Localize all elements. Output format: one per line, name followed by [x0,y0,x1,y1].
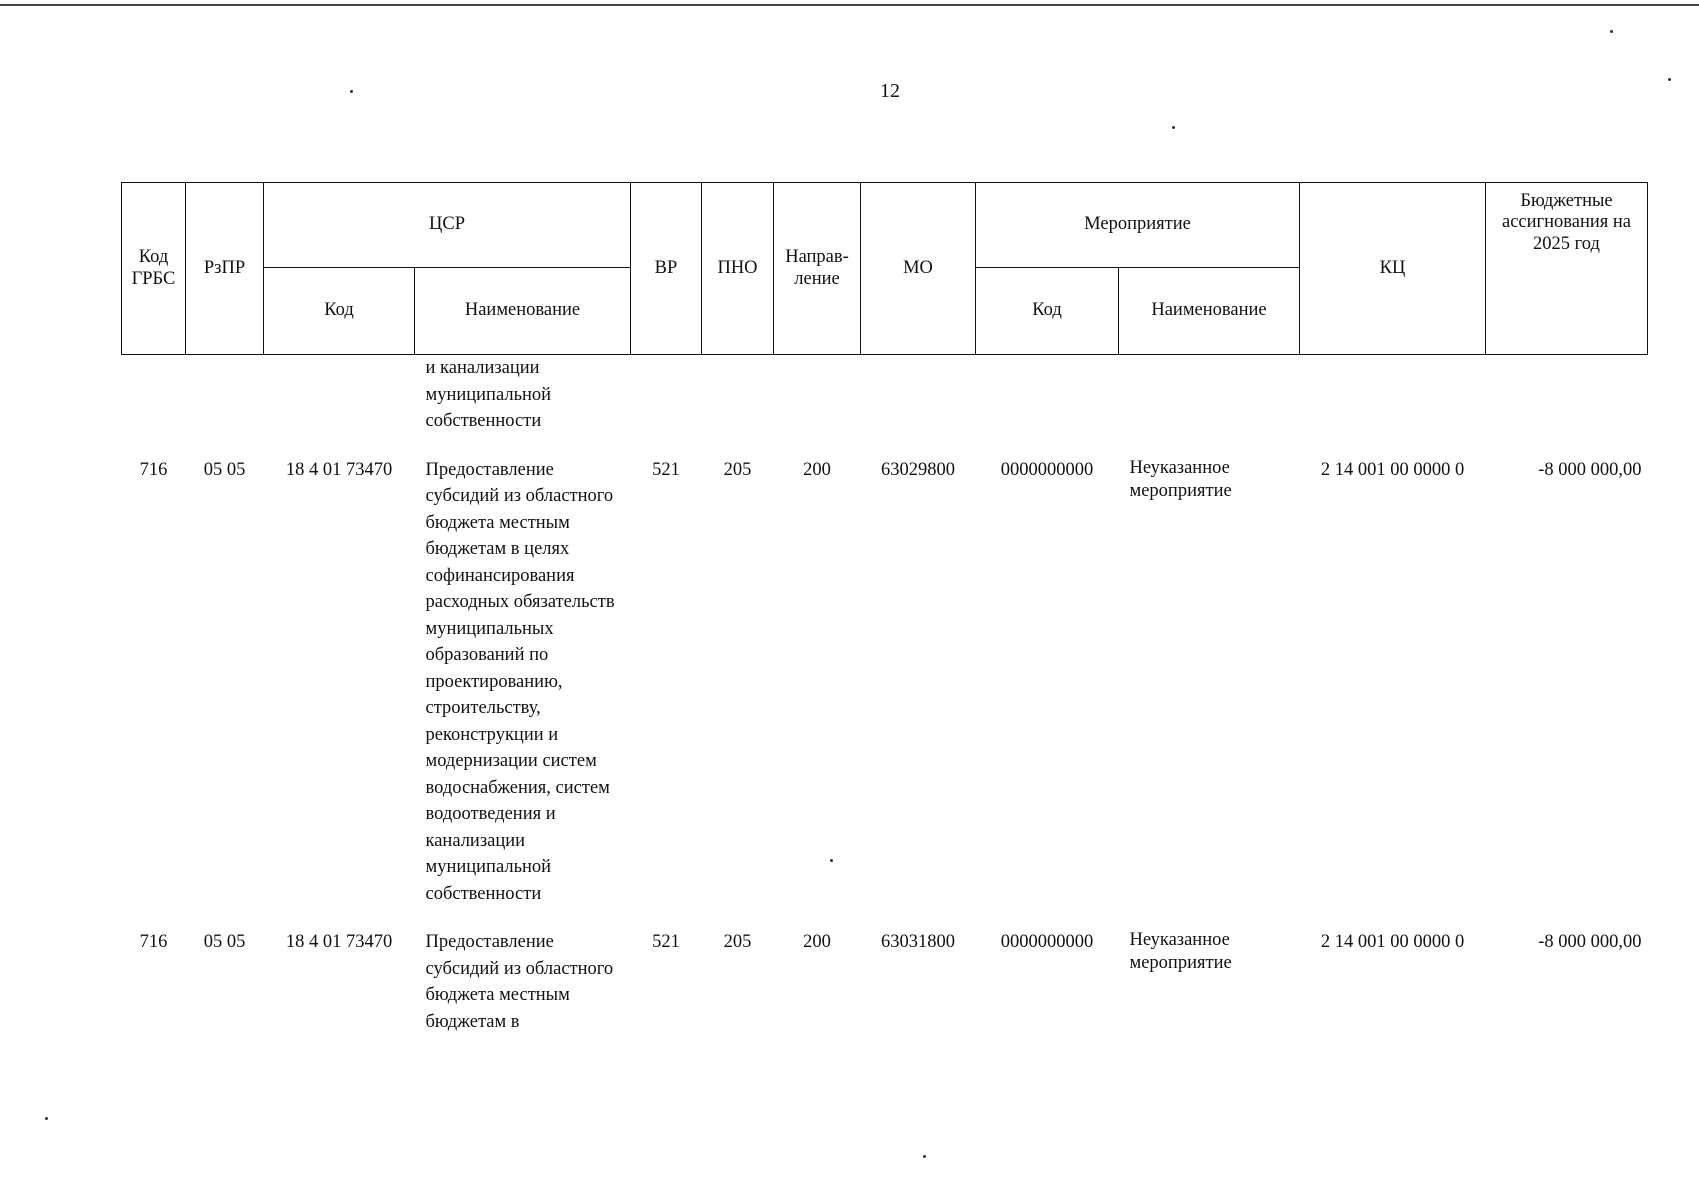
event-code-cell: 0000000000 [1000,459,1094,480]
page-number: 12 [880,80,900,102]
event-code-cell: 0000000000 [1000,932,1094,952]
scan-speck [923,1155,926,1158]
event-name-cell: Неуказанное мероприятие [1129,930,1232,973]
pno-cell: 205 [723,459,752,480]
scan-speck [350,90,353,93]
amount-cell: -8 000 000,00 [1538,932,1642,952]
table-row [122,921,1648,1049]
rzpr-cell: 05 05 [203,932,246,952]
mo-cell: 63031800 [881,932,955,952]
header-allocations: Бюджетные ассигнования на 2025 год [1486,183,1648,355]
top-border-line [0,4,1699,6]
rzpr-cell: 05 05 [203,459,246,480]
budget-allocation-table [121,182,1648,1049]
csr-code-cell: 18 4 01 73470 [285,932,393,952]
csr-code-cell: 18 4 01 73470 [285,459,393,480]
header-pno: ПНО [702,183,774,355]
header-rzpr: РзПР [186,183,264,355]
scan-speck [830,859,833,862]
grbs-code-cell: 716 [139,459,168,480]
event-name-cell: Неуказанное мероприятие [1129,457,1232,501]
header-grbs-code: Код ГРБС [122,183,186,355]
header-row-top [122,183,1648,268]
continuation-row [122,355,1648,449]
direction-cell: 200 [803,459,831,480]
header-event: Мероприятие [976,183,1300,268]
kc-cell: 2 14 001 00 0000 0 [1320,932,1465,952]
continuation-csr-name: и канализации муниципальной собственности [425,358,552,431]
scan-speck [1610,30,1613,33]
scan-speck [1668,78,1671,81]
vr-cell: 521 [652,459,680,480]
direction-cell: 200 [803,932,831,952]
header-event-name: Наименование [1119,268,1300,355]
csr-name-cell: Предоставление субсидий из областного бюджета местным бюджетам в целях софинансирования расходных обязательств муниципальных образований по проектированию, строительству, реконструкции и модернизации систем водоснабжения, систем водоотведения и канализации муниципальной собственности [425,459,615,904]
pno-cell: 205 [723,932,752,952]
csr-name-cell: Предоставление субсидий из областного бюджета местным бюджетам в [425,932,614,1032]
header-vr: ВР [631,183,702,355]
header-csr-name: Наименование [415,268,631,355]
header-mo: МО [861,183,976,355]
grbs-code-cell: 716 [139,932,168,952]
amount-cell: -8 000 000,00 [1538,459,1642,480]
header-csr-code: Код [264,268,415,355]
header-kc: КЦ [1300,183,1486,355]
scan-speck [1172,126,1175,129]
vr-cell: 521 [652,932,680,952]
header-event-code: Код [976,268,1119,355]
table-row [122,449,1648,922]
header-direction: Направ-ление [774,183,861,355]
mo-cell: 63029800 [881,459,955,480]
scan-speck [45,1117,48,1120]
header-csr: ЦСР [264,183,631,268]
kc-cell: 2 14 001 00 0000 0 [1320,459,1465,480]
